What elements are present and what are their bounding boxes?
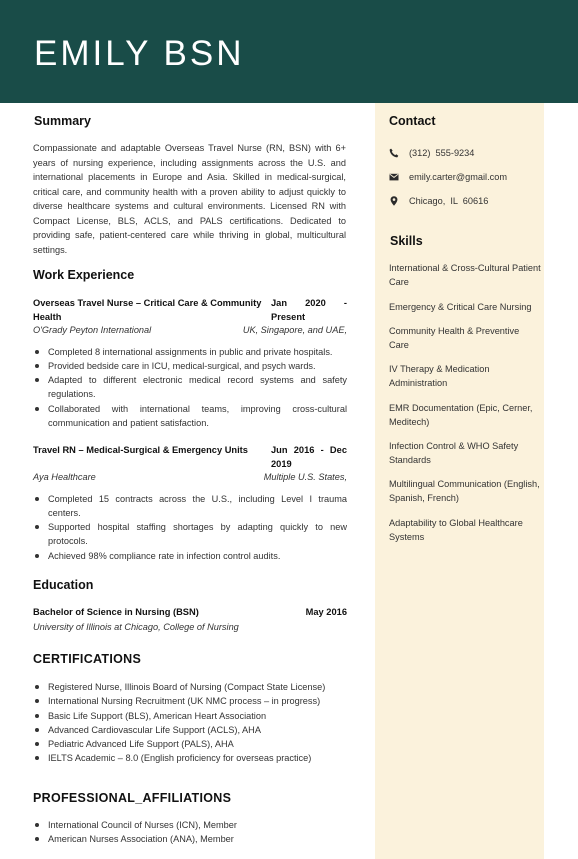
job-bullets: [33, 492, 347, 563]
list-item: International Nursing Recruitment (UK NMC process – in progress): [33, 694, 347, 708]
list-item: Completed 8 international assignments in public and private hospitals.: [33, 345, 347, 359]
affiliations-heading: PROFESSIONAL_AFFILIATIONS: [33, 791, 232, 805]
phone-icon: [389, 148, 399, 158]
skill-item: EMR Documentation (Epic, Cerner, Meditech): [389, 403, 533, 428]
list-item: Achieved 98% compliance rate in infection control audits.: [33, 549, 347, 563]
summary-text: Compassionate and adaptable Overseas Travel Nurse (RN, BSN) with 6+ years of nursing experience, including assignments across the U.S. and international placements in Europe and Asia. Skilled in medical-surgical, critical care, and community health with a proven ability to adjust quickly to diverse healthcare systems and cultural environments. Licensed RN with Compact License, BLS, ACLS, and PALS certifications. Dedicated to providing safe, patient-centered care while thriving in global, multicultural settings.: [33, 143, 346, 255]
skill-item: International & Cross-Cultural Patient Care: [389, 263, 541, 288]
job-employer: Aya Healthcare: [33, 472, 96, 482]
job-dates: Jun 2016 - Dec 2019: [271, 445, 347, 469]
email-icon: [389, 172, 399, 182]
graduation-date: May 2016: [305, 607, 347, 617]
certifications-heading: CERTIFICATIONS: [33, 652, 142, 666]
list-item: Provided bedside care in ICU, medical-surgical, and psych wards.: [33, 359, 347, 373]
contact-phone: [389, 148, 474, 158]
skill-item: Emergency & Critical Care Nursing: [389, 302, 532, 312]
skill-item: Multilingual Communication (English, Spanish, French): [389, 479, 540, 504]
job-employer: O'Grady Peyton International: [33, 325, 152, 335]
list-item: Basic Life Support (BLS), American Heart Association: [33, 709, 347, 723]
job-bullets: [33, 345, 347, 431]
list-item: IELTS Academic – 8.0 (English proficiency for overseas practice): [33, 751, 347, 765]
list-item: Registered Nurse, Illinois Board of Nursing (Compact State License): [33, 680, 347, 694]
phone-number[interactable]: (312) 555-9234: [409, 148, 475, 158]
resume-header: [0, 0, 578, 103]
list-item: Collaborated with international teams, improving cross-cultural communication and patient satisfaction.: [33, 402, 347, 431]
certifications-list: [33, 680, 347, 766]
job-location: Multiple U.S. States,: [263, 472, 347, 482]
list-item: International Council of Nurses (ICN), Member: [33, 818, 347, 832]
skill-item: Infection Control & WHO Safety Standards: [389, 441, 519, 466]
location-text: Chicago, IL 60616: [409, 196, 489, 206]
summary-heading: Summary: [34, 114, 91, 128]
education-entry: [33, 606, 347, 634]
job-title: Overseas Travel Nurse – Critical Care & Community Health: [33, 298, 262, 322]
skill-item: Adaptability to Global Healthcare Systems: [389, 518, 523, 543]
job-location: UK, Singapore, and UAE,: [242, 325, 347, 335]
candidate-name: EMILY BSN: [34, 34, 245, 73]
contact-location: [389, 196, 488, 206]
skill-item: IV Therapy & Medication Administration: [389, 364, 490, 389]
list-item: Adapted to different electronic medical record systems and safety regulations.: [33, 373, 347, 402]
skills-heading: Skills: [390, 234, 423, 248]
list-item: Advanced Cardiovascular Life Support (ACLS), AHA: [33, 723, 347, 737]
email-address[interactable]: emily.carter@gmail.com: [409, 172, 507, 182]
contact-email: [389, 172, 507, 182]
job-title: Travel RN – Medical-Surgical & Emergency Units: [33, 445, 248, 455]
affiliations-list: [33, 818, 347, 847]
job-entry: [33, 444, 347, 563]
list-item: Completed 15 contracts across the U.S., including Level I trauma centers.: [33, 492, 347, 521]
skill-item: Community Health & Preventive Care: [389, 326, 520, 351]
school-name: University of Illinois at Chicago, College of Nursing: [33, 621, 239, 632]
work-experience-heading: Work Experience: [33, 268, 135, 282]
location-pin-icon: [389, 196, 399, 206]
list-item: American Nurses Association (ANA), Member: [33, 832, 347, 846]
job-dates: Jan 2020 - Present: [271, 298, 347, 322]
job-entry: [33, 297, 347, 430]
degree-name: Bachelor of Science in Nursing (BSN): [33, 607, 199, 617]
list-item: Supported hospital staffing shortages by adapting quickly to new protocols.: [33, 520, 347, 549]
education-heading: Education: [33, 578, 94, 592]
contact-heading: Contact: [389, 114, 436, 128]
list-item: Pediatric Advanced Life Support (PALS), AHA: [33, 737, 347, 751]
